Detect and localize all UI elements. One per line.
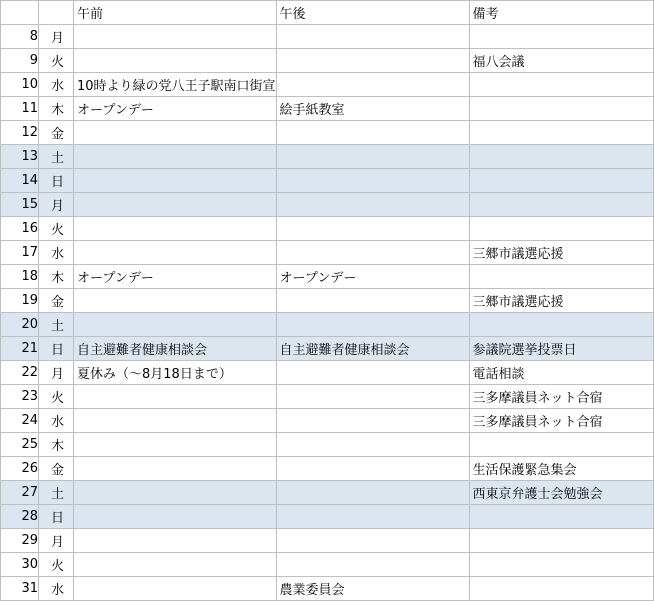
am-cell[interactable] (74, 241, 277, 265)
am-cell[interactable] (74, 481, 277, 505)
am-cell[interactable] (74, 529, 277, 553)
notes-cell[interactable]: 三郷市議選応援 (469, 289, 653, 313)
table-row (1, 409, 654, 433)
notes-cell[interactable]: 生活保護緊急集会 (469, 457, 653, 481)
am-cell[interactable] (74, 49, 277, 73)
notes-cell[interactable] (469, 265, 653, 289)
weekday-cell[interactable]: 土 (39, 481, 74, 505)
pm-cell[interactable] (276, 457, 469, 481)
am-cell[interactable] (74, 409, 277, 433)
notes-cell[interactable] (469, 145, 653, 169)
table-row (1, 313, 654, 337)
pm-cell[interactable] (276, 385, 469, 409)
header-notes[interactable]: 備考 (469, 1, 653, 25)
pm-cell[interactable] (276, 25, 469, 49)
weekday-cell[interactable]: 火 (39, 217, 74, 241)
day-cell[interactable]: 19 (1, 289, 39, 313)
weekday-cell[interactable]: 木 (39, 433, 74, 457)
notes-cell[interactable] (469, 121, 653, 145)
am-cell[interactable] (74, 289, 277, 313)
pm-cell[interactable] (276, 553, 469, 577)
pm-cell[interactable] (276, 505, 469, 529)
table-row (1, 577, 654, 601)
notes-cell[interactable] (469, 433, 653, 457)
day-cell[interactable]: 23 (1, 385, 39, 409)
weekday-cell[interactable]: 月 (39, 25, 74, 49)
pm-cell[interactable] (276, 121, 469, 145)
weekday-cell[interactable]: 木 (39, 97, 74, 121)
day-cell[interactable]: 22 (1, 361, 39, 385)
pm-cell[interactable] (276, 241, 469, 265)
pm-cell[interactable] (276, 529, 469, 553)
day-cell[interactable]: 9 (1, 49, 39, 73)
notes-cell[interactable] (469, 577, 653, 601)
weekday-cell[interactable]: 土 (39, 313, 74, 337)
table-row (1, 265, 654, 289)
notes-cell[interactable] (469, 73, 653, 97)
header-day-cell[interactable] (1, 1, 39, 25)
pm-cell[interactable] (276, 49, 469, 73)
table-row (1, 145, 654, 169)
table-row (1, 169, 654, 193)
day-cell[interactable]: 27 (1, 481, 39, 505)
am-cell[interactable] (74, 217, 277, 241)
schedule-body (1, 1, 654, 601)
table-row (1, 193, 654, 217)
weekday-cell[interactable]: 金 (39, 289, 74, 313)
am-cell[interactable]: 10時より緑の党八王子駅南口街宣 (74, 73, 277, 97)
am-cell[interactable] (74, 553, 277, 577)
pm-cell[interactable] (276, 169, 469, 193)
am-cell[interactable] (74, 193, 277, 217)
pm-cell[interactable] (276, 289, 469, 313)
table-row (1, 433, 654, 457)
am-cell[interactable] (74, 145, 277, 169)
day-cell[interactable]: 20 (1, 313, 39, 337)
am-cell[interactable] (74, 121, 277, 145)
am-cell[interactable]: オープンデー (74, 97, 277, 121)
day-cell[interactable]: 30 (1, 553, 39, 577)
notes-cell[interactable] (469, 505, 653, 529)
weekday-cell[interactable]: 水 (39, 409, 74, 433)
table-row (1, 457, 654, 481)
table-row (1, 25, 654, 49)
header-am[interactable]: 午前 (74, 1, 277, 25)
pm-cell[interactable] (276, 481, 469, 505)
weekday-cell[interactable]: 火 (39, 553, 74, 577)
table-row (1, 97, 654, 121)
am-cell[interactable]: 夏休み（～8月18日まで） (74, 361, 277, 385)
table-row (1, 553, 654, 577)
table-row (1, 289, 654, 313)
table-row (1, 217, 654, 241)
pm-cell[interactable]: 農業委員会 (276, 577, 469, 601)
header-row (1, 1, 654, 25)
day-cell[interactable]: 12 (1, 121, 39, 145)
pm-cell[interactable] (276, 409, 469, 433)
weekday-cell[interactable]: 日 (39, 169, 74, 193)
am-cell[interactable]: オープンデー (74, 265, 277, 289)
day-cell[interactable]: 29 (1, 529, 39, 553)
pm-cell[interactable] (276, 313, 469, 337)
table-row (1, 73, 654, 97)
notes-cell[interactable] (469, 313, 653, 337)
weekday-cell[interactable]: 月 (39, 361, 74, 385)
notes-cell[interactable] (469, 217, 653, 241)
am-cell[interactable] (74, 385, 277, 409)
weekday-cell[interactable]: 土 (39, 145, 74, 169)
pm-cell[interactable] (276, 361, 469, 385)
day-cell[interactable]: 18 (1, 265, 39, 289)
header-pm[interactable]: 午後 (276, 1, 469, 25)
table-row (1, 241, 654, 265)
pm-cell[interactable] (276, 217, 469, 241)
notes-cell[interactable] (469, 529, 653, 553)
am-cell[interactable] (74, 433, 277, 457)
day-cell[interactable]: 17 (1, 241, 39, 265)
day-cell[interactable]: 15 (1, 193, 39, 217)
notes-cell[interactable] (469, 169, 653, 193)
weekday-cell[interactable]: 水 (39, 241, 74, 265)
weekday-cell[interactable]: 木 (39, 265, 74, 289)
pm-cell[interactable]: 自主避難者健康相談会 (276, 337, 469, 361)
weekday-cell[interactable]: 水 (39, 577, 74, 601)
weekday-cell[interactable]: 日 (39, 505, 74, 529)
day-cell[interactable]: 21 (1, 337, 39, 361)
weekday-cell[interactable]: 火 (39, 49, 74, 73)
am-cell[interactable] (74, 505, 277, 529)
notes-cell[interactable] (469, 97, 653, 121)
pm-cell[interactable]: 絵手紙教室 (276, 97, 469, 121)
notes-cell[interactable]: 三多摩議員ネット合宿 (469, 409, 653, 433)
am-cell[interactable] (74, 25, 277, 49)
day-cell[interactable]: 31 (1, 577, 39, 601)
table-row (1, 481, 654, 505)
pm-cell[interactable]: オープンデー (276, 265, 469, 289)
notes-cell[interactable] (469, 25, 653, 49)
notes-cell[interactable]: 西東京弁護士会勉強会 (469, 481, 653, 505)
day-cell[interactable]: 24 (1, 409, 39, 433)
weekday-cell[interactable]: 日 (39, 337, 74, 361)
am-cell[interactable] (74, 313, 277, 337)
weekday-cell[interactable]: 水 (39, 73, 74, 97)
weekday-cell[interactable]: 火 (39, 385, 74, 409)
day-cell[interactable]: 11 (1, 97, 39, 121)
notes-cell[interactable] (469, 553, 653, 577)
notes-cell[interactable]: 電話相談 (469, 361, 653, 385)
table-row (1, 505, 654, 529)
pm-cell[interactable] (276, 145, 469, 169)
am-cell[interactable]: 自主避難者健康相談会 (74, 337, 277, 361)
weekday-cell[interactable]: 金 (39, 457, 74, 481)
table-row (1, 337, 654, 361)
day-cell[interactable]: 28 (1, 505, 39, 529)
notes-cell[interactable]: 三郷市議選応援 (469, 241, 653, 265)
day-cell[interactable]: 14 (1, 169, 39, 193)
day-cell[interactable]: 13 (1, 145, 39, 169)
notes-cell[interactable] (469, 193, 653, 217)
am-cell[interactable] (74, 169, 277, 193)
pm-cell[interactable] (276, 433, 469, 457)
table-row (1, 361, 654, 385)
table-row (1, 529, 654, 553)
table-row (1, 121, 654, 145)
day-cell[interactable]: 16 (1, 217, 39, 241)
am-cell[interactable] (74, 577, 277, 601)
pm-cell[interactable] (276, 193, 469, 217)
weekday-cell[interactable]: 月 (39, 529, 74, 553)
day-cell[interactable]: 25 (1, 433, 39, 457)
pm-cell[interactable] (276, 73, 469, 97)
am-cell[interactable] (74, 457, 277, 481)
day-cell[interactable]: 26 (1, 457, 39, 481)
header-dow-cell[interactable] (39, 1, 74, 25)
table-row (1, 385, 654, 409)
notes-cell[interactable]: 福八会議 (469, 49, 653, 73)
notes-cell[interactable]: 参議院選挙投票日 (469, 337, 653, 361)
day-cell[interactable]: 8 (1, 25, 39, 49)
notes-cell[interactable]: 三多摩議員ネット合宿 (469, 385, 653, 409)
weekday-cell[interactable]: 金 (39, 121, 74, 145)
weekday-cell[interactable]: 月 (39, 193, 74, 217)
table-row (1, 49, 654, 73)
day-cell[interactable]: 10 (1, 73, 39, 97)
